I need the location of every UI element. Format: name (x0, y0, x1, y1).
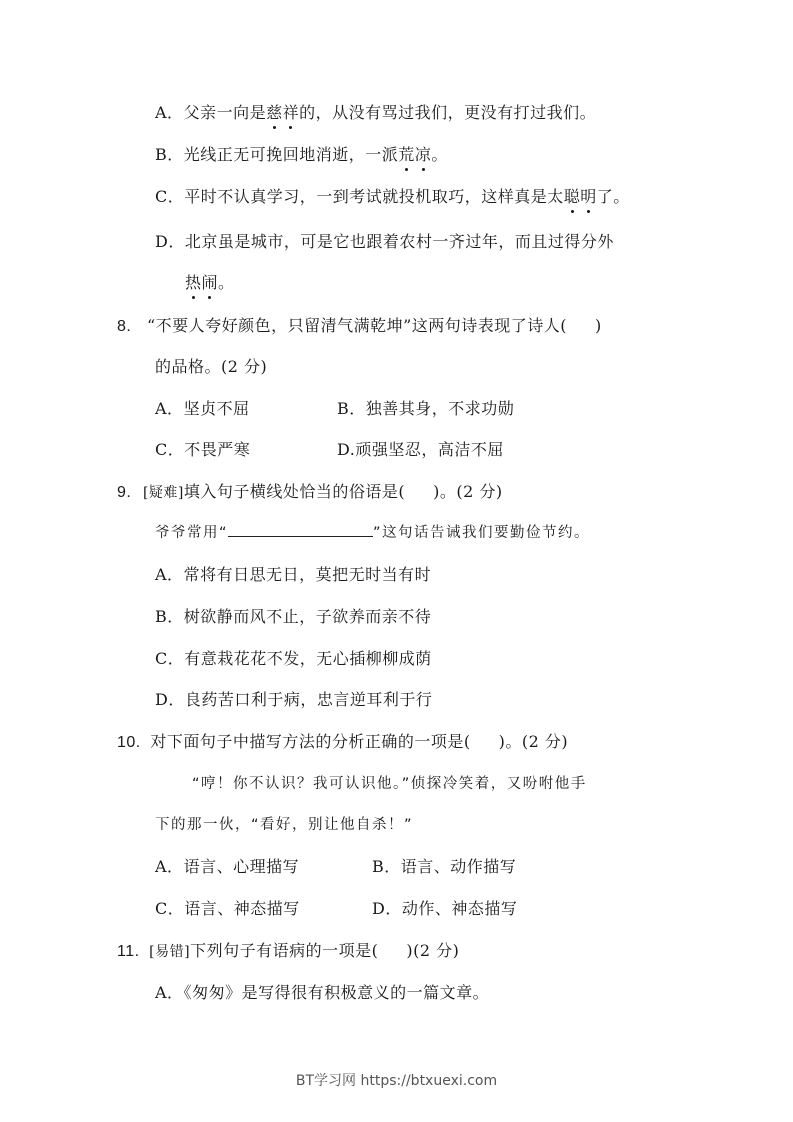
option-text: 语言、神态描写 (184, 899, 300, 918)
option-label: D． (155, 232, 185, 251)
question-text: “不要人夸好颜色，只留清气满乾坤”这两句诗表现了诗人( (146, 316, 568, 335)
paren-close: )。(2 分) (433, 482, 503, 501)
difficulty-tag: [易错] (149, 944, 191, 960)
option-text: 光线正无可挽回地消逝，一派 (183, 145, 399, 164)
q8-stem-continued (155, 356, 267, 378)
q8-option-c (155, 439, 250, 461)
option-label: C． (155, 649, 185, 668)
option-text: 动作、神态描写 (401, 899, 518, 918)
option-text: 顽强坚忍，高洁不屈 (355, 440, 504, 459)
q8-option-a (155, 398, 250, 420)
option-text: 有意栽花花不发，无心插柳柳成荫 (184, 649, 432, 668)
question-number: 8. (117, 318, 132, 335)
q10-option-d (372, 898, 517, 920)
option-text: 独善其身，不求功勋 (365, 399, 515, 418)
q10-stem (117, 731, 568, 754)
option-label: D． (372, 899, 402, 918)
question-text: 下列句子有语病的一项是( (190, 941, 379, 960)
option-text: 语言、心理描写 (183, 857, 300, 876)
option-label: A． (155, 857, 184, 876)
fill-blank-line[interactable] (228, 522, 373, 537)
q7-option-d-continued (185, 272, 235, 294)
option-label: C． (155, 440, 185, 459)
emphasis-char: 凉 (414, 145, 432, 164)
emphasis-char: 祥 (282, 103, 300, 122)
q10-quote-line1 (192, 773, 587, 795)
difficulty-tag: [疑难] (142, 485, 184, 501)
option-text: 语言、动作描写 (400, 857, 517, 876)
option-label: C． (155, 899, 185, 918)
quote-text: “哼！你不认识？我可认识他。”侦探冷笑着，又吩咐他手 (192, 776, 587, 792)
question-text: 的品格。(2 分) (155, 357, 268, 376)
option-text: 北京虽是城市，可是它也跟着农村一齐过年，而且过得分外 (184, 232, 614, 251)
option-text: 树欲静而风不止，子欲养而亲不待 (183, 607, 432, 626)
option-label: D. (337, 440, 356, 459)
emphasis-char: 闹 (201, 273, 219, 292)
q9-option-a (155, 564, 431, 586)
q9-stem (117, 481, 503, 504)
q10-option-a (155, 856, 299, 878)
option-label: A． (155, 983, 184, 1002)
q8-option-b (337, 398, 514, 420)
option-label: B． (372, 857, 401, 876)
option-label: D． (155, 690, 185, 709)
question-number: 9. (117, 484, 132, 501)
question-text: 填入句子横线处恰当的俗语是( (183, 482, 406, 501)
paren-close: ) (595, 316, 602, 335)
paren-close: )。(2 分) (498, 732, 569, 751)
q7-option-b (155, 144, 448, 166)
footer-watermark (0, 1070, 793, 1090)
q7-option-a (155, 102, 596, 124)
q11-stem (117, 940, 459, 963)
q10-quote-line2 (155, 814, 413, 836)
option-text: 的，从没有骂过我们，更没有打过我们。 (299, 103, 597, 122)
option-text: 。 (431, 145, 448, 164)
option-label: C． (155, 187, 185, 206)
q9-option-c (155, 648, 432, 670)
q8-option-d (337, 439, 504, 461)
option-text: 平时不认真学习，一到考试就投机取巧，这样真是太 (184, 187, 564, 206)
sentence-text: ”这句话告诫我们要勤俭节约。 (373, 525, 591, 541)
option-label: B． (337, 399, 366, 418)
footer-text: BT学习网 https://btxuexi.com (295, 1073, 498, 1089)
q10-option-c (155, 898, 300, 920)
q9-sentence (155, 522, 590, 544)
sentence-text: 爷爷常用“ (155, 525, 229, 541)
paren-close: )(2 分) (406, 941, 460, 960)
option-label: B． (155, 145, 184, 164)
option-text: 不畏严寒 (184, 440, 251, 459)
option-text: 《匆匆》是写得很有积极意义的一篇文章。 (183, 983, 490, 1002)
q11-option-a (155, 982, 489, 1004)
emphasis-char: 聪 (563, 187, 581, 206)
option-text: 良药苦口利于病，忠言逆耳利于行 (184, 690, 433, 709)
q10-option-b (372, 856, 516, 878)
q7-option-d (155, 231, 614, 253)
q7-option-c (155, 186, 630, 208)
question-number: 11. (117, 943, 140, 960)
q9-option-d (155, 689, 432, 711)
emphasis-char: 明 (580, 187, 597, 206)
emphasis-char: 热 (185, 273, 202, 292)
question-number: 10. (117, 734, 141, 751)
emphasis-char: 荒 (398, 145, 415, 164)
question-text: 对下面句子中描写方法的分析正确的一项是( (150, 732, 471, 751)
option-text: 父亲一向是 (183, 103, 267, 122)
option-text: 。 (218, 273, 235, 292)
quote-text: 下的那一伙，“看好，别让他自杀！” (155, 817, 414, 833)
option-label: A． (155, 103, 184, 122)
option-text: 常将有日思无日，莫把无时当有时 (183, 565, 432, 584)
q8-stem (117, 315, 602, 338)
option-label: A． (155, 565, 184, 584)
q9-option-b (155, 606, 431, 628)
emphasis-char: 慈 (266, 103, 283, 122)
option-label: A． (155, 399, 184, 418)
option-text: 了。 (596, 187, 630, 206)
option-text: 坚贞不屈 (183, 399, 250, 418)
option-label: B． (155, 607, 184, 626)
